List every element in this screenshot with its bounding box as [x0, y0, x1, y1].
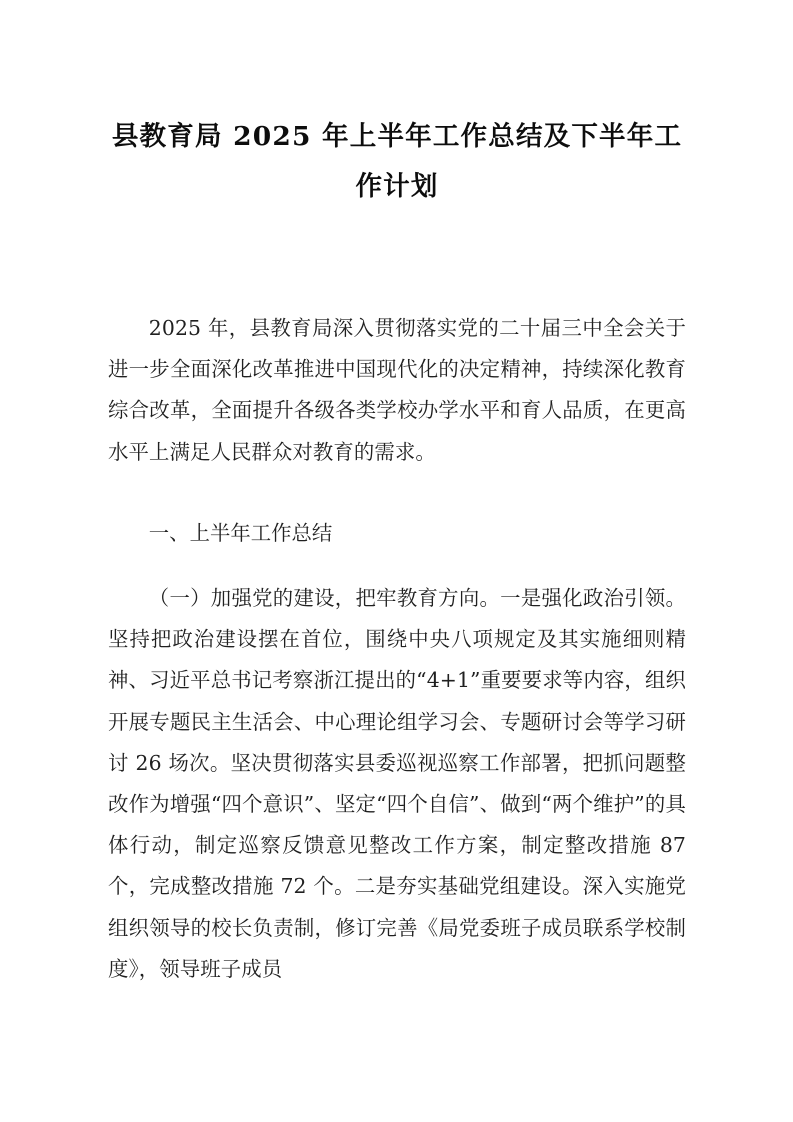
page-title: 县教育局 2025 年上半年工作总结及下半年工作计划 — [111, 121, 683, 202]
section-heading-first-half-year-summary: 一、上半年工作总结 — [148, 520, 333, 545]
document-body — [108, 0, 686, 990]
subsection-paragraph-party-building: （一）加强党的建设，把牢教育方向。一是强化政治引领。坚持把政治建设摆在首位，围绕中央八项规定及其实施细则精神、习近平总书记考察浙江提出的“4+1”重要要求等内容，组织开展专题民主生活会、中心理论组学习会、专题研讨会等学习研讨 26 场次。坚决贯彻落实县委巡视巡察工作部署，把抓问题整改作为增强“四个意识”、坚定“四个自信”、做到“两个维护”的具体行动，制定巡察反馈意见整改工作方案，制定整改措施 87 个，完成整改措施 72 个。二是夯实基础党组建设。深入实施党组织领导的校长负责制，修订完善《局党委班子成员联系学校制度》，领导班子成员 — [108, 586, 686, 981]
lead-paragraph: 2025 年，县教育局深入贯彻落实党的二十届三中全会关于进一步全面深化改革推进中国现代化的决定精神，持续深化教育综合改革，全面提升各级各类学校办学水平和育人品质，在更高水平上满足人民群众对教育的需求。 — [108, 316, 686, 464]
